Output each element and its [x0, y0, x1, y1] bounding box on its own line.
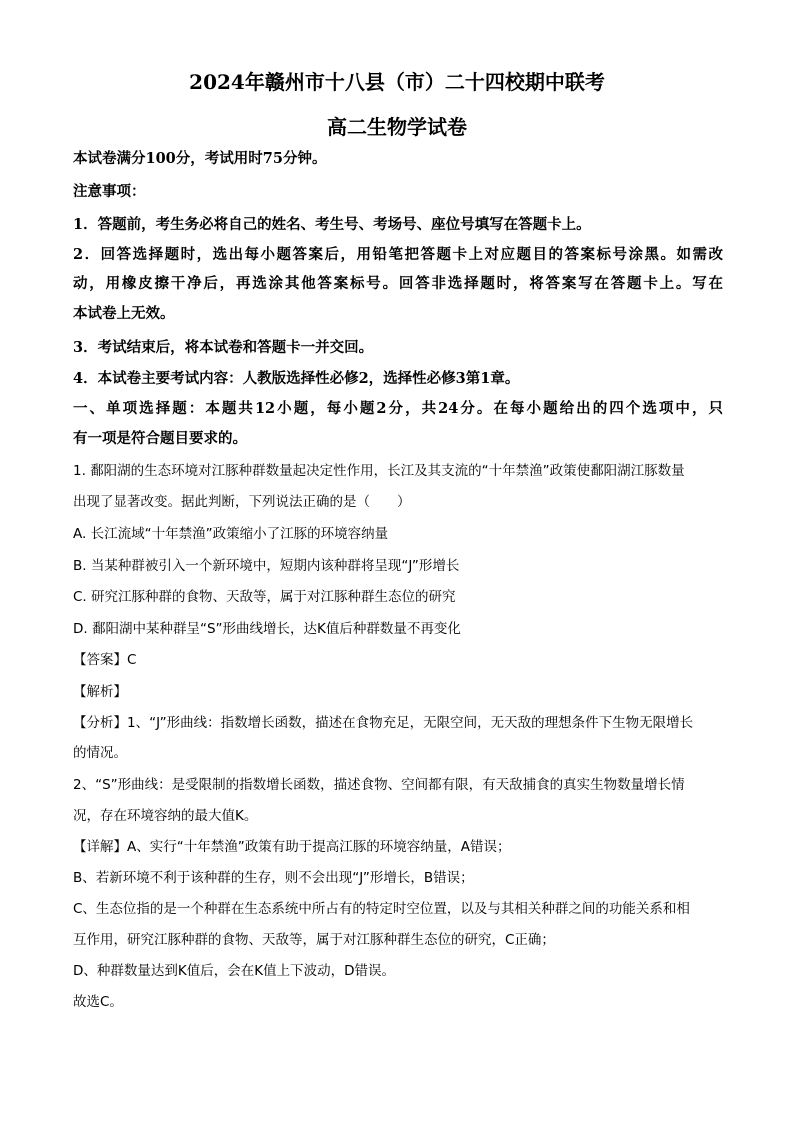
exam-subtitle: 高二生物学试卷 [327, 115, 467, 139]
explanation-line: 的情况。 [73, 745, 127, 761]
note-line: 4．本试卷主要考试内容：人教版选择性必修2，选择性必修3第1章。 [73, 370, 520, 387]
section-heading: 有一项是符合题目要求的。 [73, 430, 247, 447]
explanation-line: 互作用，研究江豚种群的食物、天敌等，属于对江豚种群生态位的研究，C正确； [73, 932, 555, 948]
explanation-line: C、生态位指的是一个种群在生态系统中所占有的特定时空位置，以及与其相关种群之间的功能关系和相 [73, 901, 690, 917]
note-line: 3．考试结束后，将本试卷和答题卡一并交回。 [73, 339, 374, 356]
option-d: D. 鄱阳湖中某种群呈“S”形曲线增长，达K值后种群数量不再变化 [73, 621, 461, 637]
question-stem: 出现了显著改变。据此判断，下列说法正确的是（ ） [73, 494, 411, 510]
note-line: 动，用橡皮擦干净后，再选涂其他答案标号。回答非选择题时，将答案写在答题卡上。写在 [73, 275, 723, 292]
explanation-line: 2、“S”形曲线：是受限制的指数增长函数，描述食物、空间都有限，有天敌捕食的真实生物数量增长情 [73, 777, 685, 793]
explanation-line: 【详解】A、实行“十年禁渔”政策有助于提高江豚的环境容纳量，A错误； [73, 839, 511, 855]
explanation-line: D、种群数量达到K值后，会在K值上下波动，D错误。 [73, 963, 395, 979]
explanation-line: 【分析】1、“J”形曲线：指数增长函数，描述在食物充足，无限空间，无天敌的理想条件下生物无限增长 [73, 715, 694, 731]
explanation-line: 况，存在环境容纳的最大值K。 [73, 808, 258, 824]
exam-title: 2024年赣州市十八县（市）二十四校期中联考 [189, 70, 605, 94]
note-line: 2．回答选择题时，选出每小题答案后，用铅笔把答题卡上对应题目的答案标号涂黑。如需改 [73, 246, 723, 263]
option-a: A. 长江流域“十年禁渔”政策缩小了江豚的环境容纳量 [73, 526, 389, 542]
note-line: 1．答题前，考生务必将自己的姓名、考生号、考场号、座位号填写在答题卡上。 [73, 216, 591, 233]
section-heading: 一、单项选择题：本题共12小题，每小题2分，共24分。在每小题给出的四个选项中，只 [73, 400, 723, 417]
full-marks-note: 本试卷满分100分，考试用时75分钟。 [73, 150, 327, 167]
explanation-line: B、若新环境不利于该种群的生存，则不会出现“J”形增长，B错误； [73, 870, 474, 886]
option-c: C. 研究江豚种群的食物、天敌等，属于对江豚种群生态位的研究 [73, 589, 456, 605]
notes-heading: 注意事项： [73, 183, 146, 200]
option-b: B. 当某种群被引入一个新环境中，短期内该种群将呈现“J”形增长 [73, 558, 460, 574]
note-line: 本试卷上无效。 [73, 305, 175, 322]
explanation-line: 故选C。 [73, 994, 123, 1010]
analysis-heading: 【解析】 [73, 684, 127, 700]
answer: 【答案】C [73, 652, 137, 668]
question-stem: 1. 鄱阳湖的生态环境对江豚种群数量起决定性作用，长江及其支流的“十年禁渔”政策使鄱阳湖江豚数量 [73, 463, 685, 479]
